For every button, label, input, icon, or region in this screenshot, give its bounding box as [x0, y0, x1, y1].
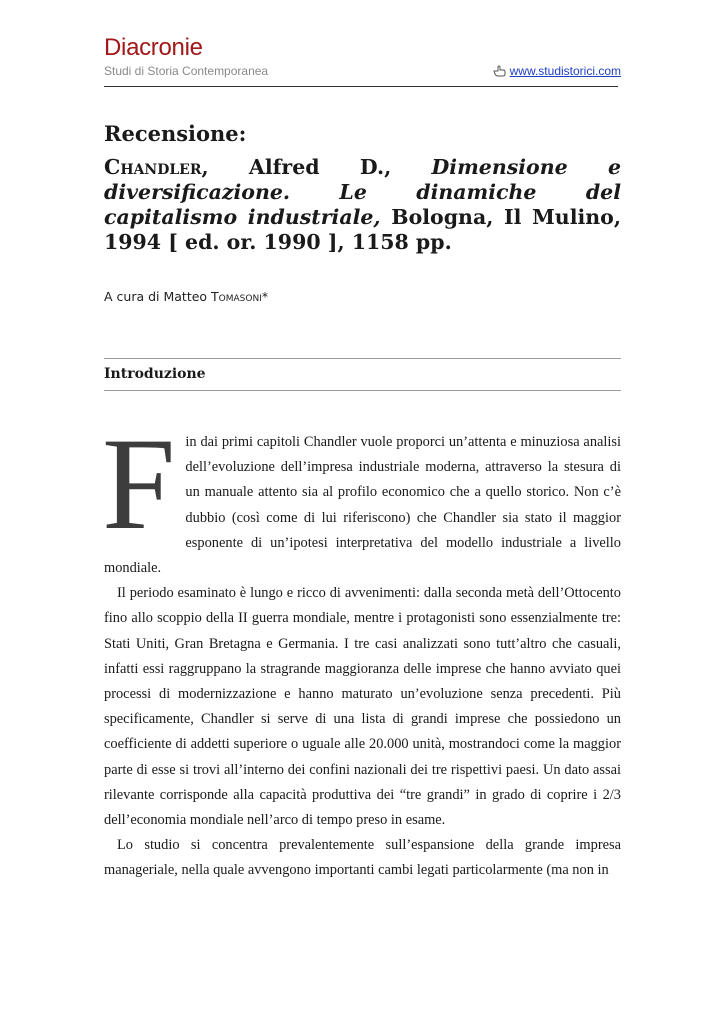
section-title: Introduzione — [104, 366, 206, 382]
book-reference — [104, 155, 621, 255]
journal-brand: Diacronie — [104, 34, 203, 61]
header-divider — [104, 86, 618, 87]
paragraph-1 — [102, 410, 621, 581]
publication-info: Bologna, Il Mulino, 1994 [ ed. or. 1990 ], 1158 pp. — [104, 205, 621, 254]
author-surname: Chandler — [104, 155, 202, 179]
journal-subtitle: Studi di Storia Contemporanea — [104, 64, 269, 78]
site-link[interactable] — [493, 64, 621, 78]
curator-footnote-mark: * — [261, 289, 269, 304]
section-rule-top — [104, 358, 621, 359]
curator-prefix: A cura di Matteo — [104, 289, 212, 304]
review-label: Recensione: — [104, 121, 247, 146]
header-subtitle-row — [104, 64, 621, 80]
book-title: Dimensione e diversificazione. Le dinamiche del capitalismo industriale, — [104, 155, 621, 229]
curator-line — [104, 289, 268, 304]
curator-surname: Tomasoni — [211, 289, 262, 304]
paragraph-3: Lo studio si concentra prevalentemente sull’espansione della grande impresa manageriale, nella quale avvengono importanti cambi legati particolarmente (ma non in — [104, 837, 621, 879]
author-name: , Alfred D., — [201, 155, 392, 179]
paragraph-1-text: in dai primi capitoli Chandler vuole proporci un’attenta e minuziosa analisi dell’evoluzione dell’impresa industriale moderna, attraverso la stesura di un manuale attento sia al profilo economico che a quello storico. Non c’è dubbio (così come di lui riferiscono) che Chandler sia stato il maggior esponente di un’ipotesi interpretativa del modello industriale a livello mondiale. — [104, 434, 621, 577]
page-header — [104, 34, 621, 78]
section-rule-bottom — [104, 390, 621, 391]
article-body — [102, 410, 621, 884]
site-link-text[interactable]: www.studistorici.com — [509, 64, 621, 78]
paragraph-2: Il periodo esaminato è lungo e ricco di avvenimenti: dalla seconda metà dell’Ottocento fino allo scoppio della II guerra mondiale, mentre i protagonisti sono essenzialmente tre: Stati Uniti, Gran Bretagna e Germania. I tre casi analizzati sono tutt’altro che casuali, infatti essi raggruppano la stragrande maggioranza delle imprese che hanno avviato quei processi di modernizzazione e hanno maturato un’evoluzione senza precedenti. Più specificamente, Chandler si serve di una lista di grandi imprese che possiedono un coefficiente di addetti superiore o uguale alle 20.000 unità, mostrandoci come la maggior parte di esse si trovi all’interno dei confini nazionali dei tre rispettivi paesi. Un dato assai rilevante corrisponde alla capacità produttiva dei “tre grandi” in grado di coprire i 2/3 dell’economia mondiale nell’arco di tempo preso in esame. — [104, 585, 621, 829]
drop-cap: F — [102, 410, 176, 557]
pointing-hand-icon — [493, 65, 506, 77]
